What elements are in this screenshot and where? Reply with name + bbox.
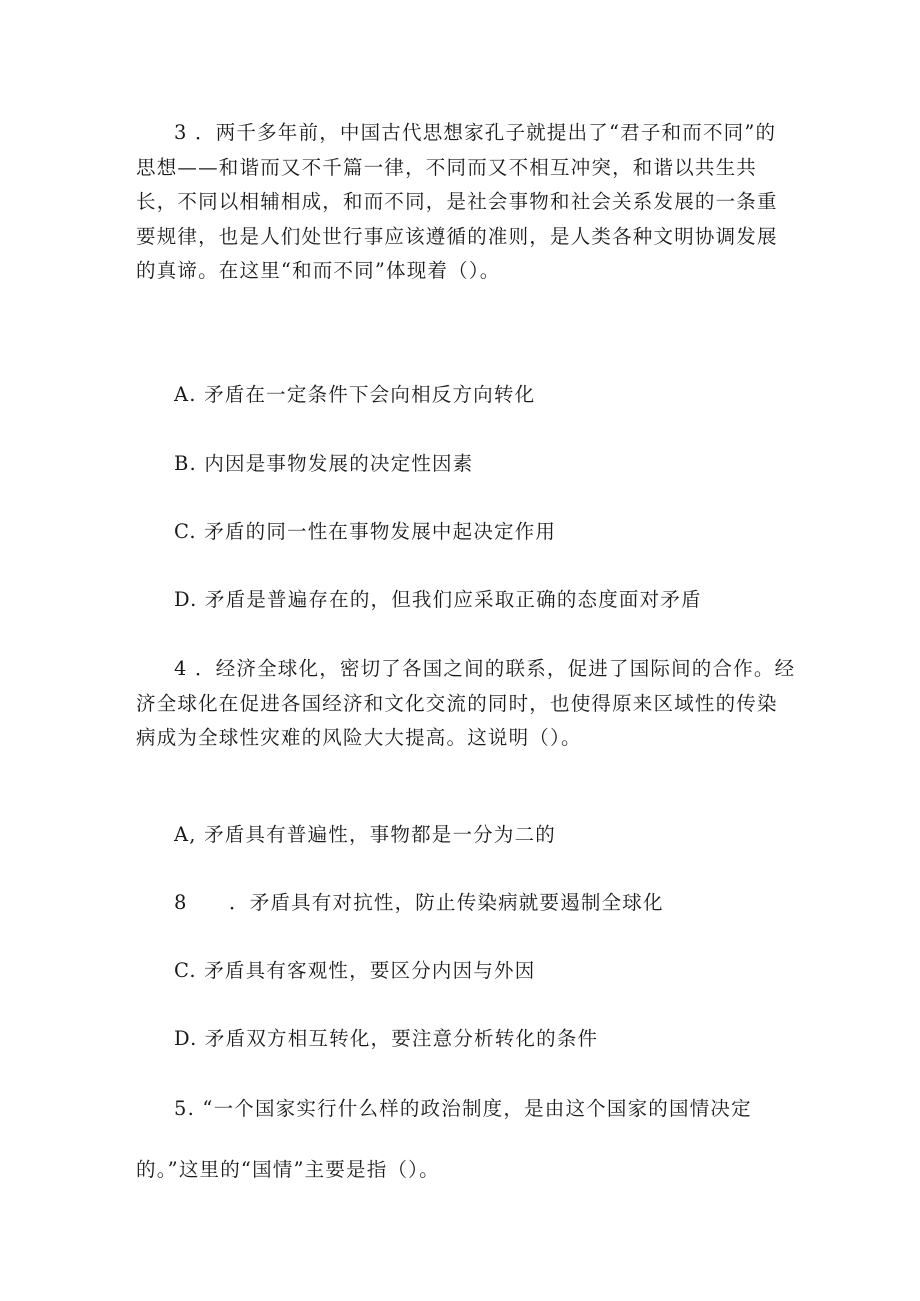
question-5-stem-line-2: 的。”这里的“国情”主要是指（）。 bbox=[136, 1158, 440, 1181]
question-3-option-c: C. 矛盾的同一性在事物发展中起决定作用 bbox=[174, 520, 557, 543]
question-3-option-d: D. 矛盾是普遍存在的，但我们应采取正确的态度面对矛盾 bbox=[174, 588, 702, 611]
question-4-option-b: 8 ．矛盾具有对抗性，防止传染病就要遏制全球化 bbox=[174, 891, 664, 914]
question-3-stem: 3 ．两千多年前，中国古代思想家孔子就提出了“君子和而不同”的思想——和谐而又不千篇一律，不同而又不相互冲突，和谐以共生共长，不同以相辅相成，和而不同，是社会事物和社会关系发展的一条重要规律，也是人们处世行事应该遵循的准则，是人类各种文明协调发展的真谛。在这里“和而不同”体现着（）。 bbox=[136, 121, 778, 282]
question-4-option-a: A, 矛盾具有普遍性，事物都是一分为二的 bbox=[174, 823, 556, 846]
question-3-option-a: A. 矛盾在一定条件下会向相反方向转化 bbox=[174, 383, 536, 406]
question-4-option-c: C. 矛盾具有客观性，要区分内因与外因 bbox=[174, 959, 536, 982]
question-4-stem: 4 ．经济全球化，密切了各国之间的联系，促进了国际间的合作。经济全球化在促进各国经济和文化交流的同时，也使得原来区域性的传染病成为全球性灾难的风险大大提高。这说明（）。 bbox=[136, 657, 796, 749]
question-3-option-b: B. 内因是事物发展的决定性因素 bbox=[174, 452, 474, 475]
question-4-option-d: D. 矛盾双方相互转化，要注意分析转化的条件 bbox=[174, 1027, 599, 1050]
question-5-stem-line-1: 5. “一个国家实行什么样的政治制度，是由这个国家的国情决定 bbox=[174, 1097, 752, 1120]
